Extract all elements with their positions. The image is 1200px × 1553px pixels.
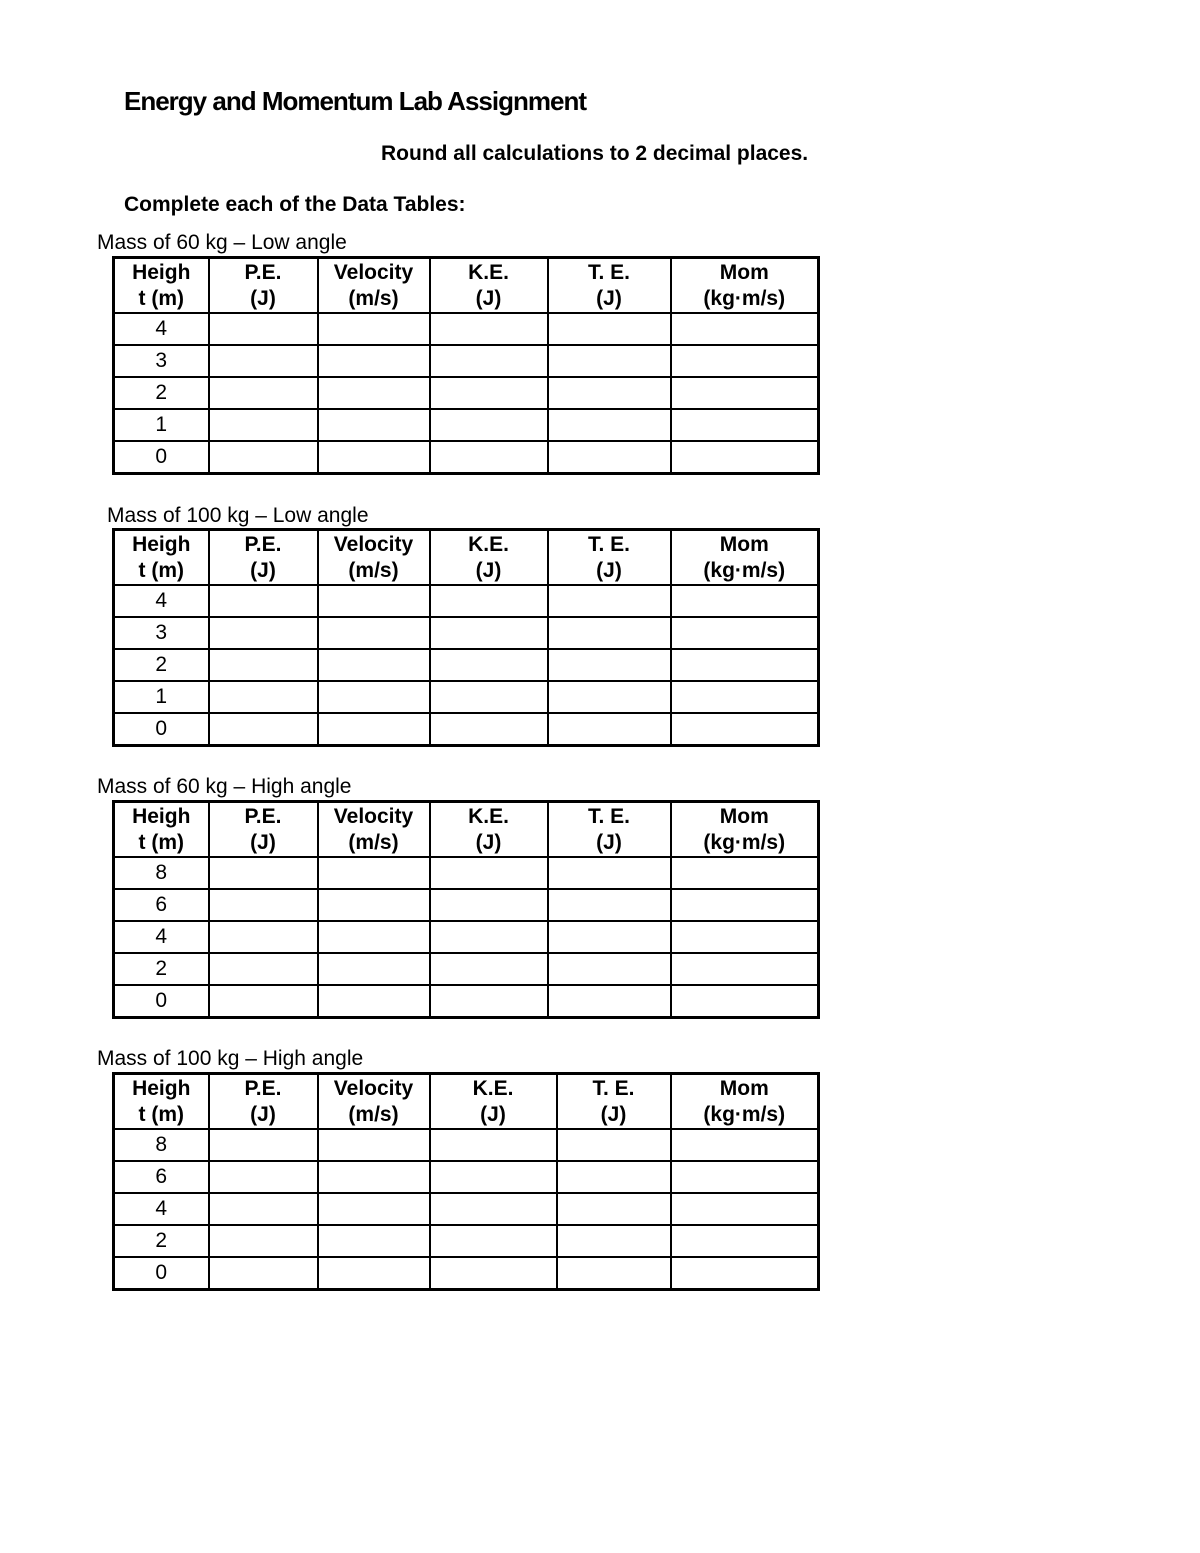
tables-instruction: Complete each of the Data Tables:	[124, 193, 466, 216]
pe-header	[209, 802, 318, 858]
velocity-cell[interactable]	[318, 649, 430, 681]
pe-cell[interactable]	[209, 1257, 318, 1290]
momentum-cell[interactable]	[671, 409, 819, 441]
pe-cell[interactable]	[209, 985, 318, 1018]
table-row	[114, 921, 819, 953]
momentum-cell[interactable]	[671, 585, 819, 617]
ke-cell[interactable]	[430, 441, 548, 474]
height-cell: 0	[114, 713, 209, 746]
velocity-cell[interactable]	[318, 1257, 430, 1290]
header-line: (J)	[596, 286, 622, 310]
header-line: T. E.	[587, 532, 630, 556]
header-line: (m/s)	[348, 1102, 399, 1126]
pe-cell[interactable]	[209, 921, 318, 953]
momentum-cell[interactable]	[671, 889, 819, 921]
ke-cell[interactable]	[430, 1193, 557, 1225]
header-line: P.E.	[244, 260, 282, 284]
te-cell[interactable]	[557, 1225, 671, 1257]
te-cell[interactable]	[557, 1129, 671, 1161]
momentum-cell[interactable]	[671, 1225, 819, 1257]
table-row	[114, 713, 819, 746]
velocity-cell[interactable]	[318, 1193, 430, 1225]
height-cell: 1	[114, 409, 209, 441]
header-line: (J)	[475, 830, 502, 854]
te-cell[interactable]	[548, 585, 671, 617]
momentum-header	[671, 530, 819, 586]
table-row	[114, 985, 819, 1018]
ke-header	[430, 530, 548, 586]
table-row	[114, 649, 819, 681]
height-cell: 0	[114, 985, 209, 1018]
header-line: (J)	[250, 830, 276, 854]
te-cell[interactable]	[548, 409, 671, 441]
pe-cell[interactable]	[209, 681, 318, 713]
height-cell: 2	[114, 1225, 209, 1257]
pe-cell[interactable]	[209, 617, 318, 649]
height-cell: 4	[114, 313, 209, 345]
momentum-cell[interactable]	[671, 953, 819, 985]
momentum-cell[interactable]	[671, 377, 819, 409]
header-line: (m/s)	[348, 286, 399, 310]
header-line: t (m)	[138, 286, 184, 310]
ke-header	[430, 1074, 557, 1130]
pe-cell[interactable]	[209, 1193, 318, 1225]
te-cell[interactable]	[548, 313, 671, 345]
velocity-cell[interactable]	[318, 617, 430, 649]
momentum-cell[interactable]	[671, 857, 819, 889]
header-line: (m/s)	[348, 830, 399, 854]
height-cell: 8	[114, 857, 209, 889]
table-row	[114, 681, 819, 713]
velocity-cell[interactable]	[318, 1129, 430, 1161]
header-line: (J)	[250, 558, 276, 582]
ke-cell[interactable]	[430, 1129, 557, 1161]
table-row	[114, 409, 819, 441]
header-line: (J)	[596, 830, 622, 854]
header-line: Mom	[719, 1076, 769, 1100]
pe-cell[interactable]	[209, 713, 318, 746]
velocity-cell[interactable]	[318, 713, 430, 746]
ke-header	[430, 802, 548, 858]
pe-cell[interactable]	[209, 857, 318, 889]
ke-cell[interactable]	[430, 377, 548, 409]
te-cell[interactable]	[548, 377, 671, 409]
te-header	[548, 530, 671, 586]
te-header	[548, 802, 671, 858]
header-line: P.E.	[244, 804, 282, 828]
momentum-cell[interactable]	[671, 617, 819, 649]
table-row	[114, 1129, 819, 1161]
pe-cell[interactable]	[209, 409, 318, 441]
height-cell: 3	[114, 617, 209, 649]
momentum-header	[671, 802, 819, 858]
header-line: (J)	[475, 286, 502, 310]
velocity-cell[interactable]	[318, 1161, 430, 1193]
te-cell[interactable]	[548, 441, 671, 474]
header-line: T. E.	[587, 260, 630, 284]
table-caption: Mass of 60 kg – Low angle	[97, 231, 347, 254]
header-row	[114, 1074, 819, 1130]
table-row	[114, 1193, 819, 1225]
pe-cell[interactable]	[209, 1225, 318, 1257]
te-cell[interactable]	[548, 985, 671, 1018]
header-line: Heigh	[132, 532, 191, 556]
height-cell: 2	[114, 649, 209, 681]
momentum-cell[interactable]	[671, 441, 819, 474]
te-cell[interactable]	[548, 345, 671, 377]
momentum-cell[interactable]	[671, 1129, 819, 1161]
height-header	[114, 530, 209, 586]
momentum-header	[671, 1074, 819, 1130]
pe-cell[interactable]	[209, 345, 318, 377]
header-line: Mom	[719, 532, 769, 556]
velocity-header	[318, 258, 430, 314]
momentum-cell[interactable]	[671, 985, 819, 1018]
table-caption: Mass of 100 kg – Low angle	[107, 504, 369, 527]
header-line: Mom	[719, 260, 769, 284]
height-header	[114, 1074, 209, 1130]
data-table	[112, 256, 820, 475]
header-line: Heigh	[132, 260, 191, 284]
te-cell[interactable]	[548, 681, 671, 713]
header-line: T. E.	[587, 804, 630, 828]
ke-cell[interactable]	[430, 953, 548, 985]
data-table	[112, 1072, 820, 1291]
ke-cell[interactable]	[430, 617, 548, 649]
momentum-header	[671, 258, 819, 314]
header-line: (J)	[250, 286, 276, 310]
pe-cell[interactable]	[209, 377, 318, 409]
pe-cell[interactable]	[209, 649, 318, 681]
ke-cell[interactable]	[430, 1257, 557, 1290]
te-header	[548, 258, 671, 314]
ke-cell[interactable]	[430, 1225, 557, 1257]
height-cell: 4	[114, 921, 209, 953]
ke-cell[interactable]	[430, 345, 548, 377]
height-cell: 0	[114, 441, 209, 474]
header-line: Velocity	[333, 532, 414, 556]
momentum-cell[interactable]	[671, 345, 819, 377]
height-cell: 4	[114, 585, 209, 617]
te-cell[interactable]	[548, 921, 671, 953]
data-table	[112, 800, 820, 1019]
table-row	[114, 1225, 819, 1257]
ke-cell[interactable]	[430, 889, 548, 921]
header-line: P.E.	[244, 532, 282, 556]
ke-cell[interactable]	[430, 1161, 557, 1193]
height-cell: 4	[114, 1193, 209, 1225]
velocity-header	[318, 802, 430, 858]
pe-cell[interactable]	[209, 889, 318, 921]
page-title: Energy and Momentum Lab Assignment	[124, 86, 586, 116]
table-row	[114, 617, 819, 649]
table-row	[114, 889, 819, 921]
velocity-cell[interactable]	[318, 409, 430, 441]
data-table	[112, 528, 820, 747]
te-cell[interactable]	[548, 889, 671, 921]
height-cell: 8	[114, 1129, 209, 1161]
te-cell[interactable]	[548, 617, 671, 649]
ke-cell[interactable]	[430, 681, 548, 713]
header-line: t (m)	[138, 1102, 184, 1126]
momentum-cell[interactable]	[671, 1257, 819, 1290]
height-cell: 2	[114, 377, 209, 409]
velocity-cell[interactable]	[318, 857, 430, 889]
velocity-cell[interactable]	[318, 585, 430, 617]
ke-cell[interactable]	[430, 313, 548, 345]
header-line: (m/s)	[348, 558, 399, 582]
table-row	[114, 857, 819, 889]
header-line: Heigh	[132, 804, 191, 828]
te-cell[interactable]	[548, 953, 671, 985]
velocity-cell[interactable]	[318, 681, 430, 713]
table-row	[114, 313, 819, 345]
te-cell[interactable]	[557, 1257, 671, 1290]
momentum-cell[interactable]	[671, 681, 819, 713]
momentum-cell[interactable]	[671, 649, 819, 681]
header-line: (kg·m/s)	[703, 558, 786, 582]
velocity-cell[interactable]	[318, 345, 430, 377]
header-line: Heigh	[132, 1076, 191, 1100]
velocity-cell[interactable]	[318, 313, 430, 345]
height-cell: 6	[114, 889, 209, 921]
table-row	[114, 345, 819, 377]
velocity-cell[interactable]	[318, 889, 430, 921]
header-line: t (m)	[138, 558, 184, 582]
header-line: (kg·m/s)	[703, 286, 786, 310]
velocity-cell[interactable]	[318, 377, 430, 409]
header-line: (J)	[596, 558, 622, 582]
velocity-cell[interactable]	[318, 441, 430, 474]
table-caption: Mass of 60 kg – High angle	[97, 775, 352, 798]
pe-header	[209, 530, 318, 586]
header-line: Velocity	[333, 1076, 414, 1100]
ke-cell[interactable]	[430, 649, 548, 681]
momentum-cell[interactable]	[671, 921, 819, 953]
te-cell[interactable]	[548, 857, 671, 889]
header-line: K.E.	[468, 260, 509, 284]
table-row	[114, 441, 819, 474]
header-row	[114, 530, 819, 586]
table-row	[114, 953, 819, 985]
pe-header	[209, 258, 318, 314]
momentum-cell[interactable]	[671, 713, 819, 746]
header-row	[114, 802, 819, 858]
pe-cell[interactable]	[209, 1161, 318, 1193]
table-row	[114, 377, 819, 409]
velocity-cell[interactable]	[318, 985, 430, 1018]
header-line: K.E.	[468, 532, 509, 556]
pe-cell[interactable]	[209, 313, 318, 345]
pe-cell[interactable]	[209, 441, 318, 474]
pe-cell[interactable]	[209, 953, 318, 985]
velocity-cell[interactable]	[318, 953, 430, 985]
table-row	[114, 1257, 819, 1290]
ke-cell[interactable]	[430, 921, 548, 953]
header-line: (J)	[480, 1102, 506, 1126]
ke-cell[interactable]	[430, 857, 548, 889]
te-cell[interactable]	[557, 1161, 671, 1193]
header-line: (J)	[475, 558, 502, 582]
pe-cell[interactable]	[209, 585, 318, 617]
header-line: K.E.	[472, 1076, 514, 1100]
header-line: K.E.	[468, 804, 509, 828]
height-header	[114, 802, 209, 858]
ke-cell[interactable]	[430, 985, 548, 1018]
rounding-instruction: Round all calculations to 2 decimal places.	[381, 142, 809, 165]
momentum-cell[interactable]	[671, 1161, 819, 1193]
ke-cell[interactable]	[430, 713, 548, 746]
velocity-cell[interactable]	[318, 921, 430, 953]
header-line: T. E.	[592, 1076, 635, 1100]
pe-header	[209, 1074, 318, 1130]
height-cell: 2	[114, 953, 209, 985]
velocity-header	[318, 1074, 430, 1130]
momentum-cell[interactable]	[671, 1193, 819, 1225]
header-line: t (m)	[138, 830, 184, 854]
ke-cell[interactable]	[430, 585, 548, 617]
momentum-cell[interactable]	[671, 313, 819, 345]
table-caption: Mass of 100 kg – High angle	[97, 1047, 364, 1070]
te-header	[557, 1074, 671, 1130]
te-cell[interactable]	[548, 649, 671, 681]
table-row	[114, 585, 819, 617]
te-cell[interactable]	[548, 713, 671, 746]
header-line: (kg·m/s)	[703, 830, 786, 854]
header-line: Velocity	[333, 260, 414, 284]
header-row	[114, 258, 819, 314]
pe-cell[interactable]	[209, 1129, 318, 1161]
header-line: (J)	[250, 1102, 276, 1126]
height-header	[114, 258, 209, 314]
header-line: (J)	[600, 1102, 627, 1126]
header-line: P.E.	[244, 1076, 282, 1100]
header-line: Mom	[719, 804, 769, 828]
header-line: (kg·m/s)	[703, 1102, 786, 1126]
height-cell: 0	[114, 1257, 209, 1290]
velocity-header	[318, 530, 430, 586]
ke-cell[interactable]	[430, 409, 548, 441]
height-cell: 1	[114, 681, 209, 713]
table-row	[114, 1161, 819, 1193]
height-cell: 6	[114, 1161, 209, 1193]
height-cell: 3	[114, 345, 209, 377]
ke-header	[430, 258, 548, 314]
velocity-cell[interactable]	[318, 1225, 430, 1257]
te-cell[interactable]	[557, 1193, 671, 1225]
header-line: Velocity	[333, 804, 414, 828]
